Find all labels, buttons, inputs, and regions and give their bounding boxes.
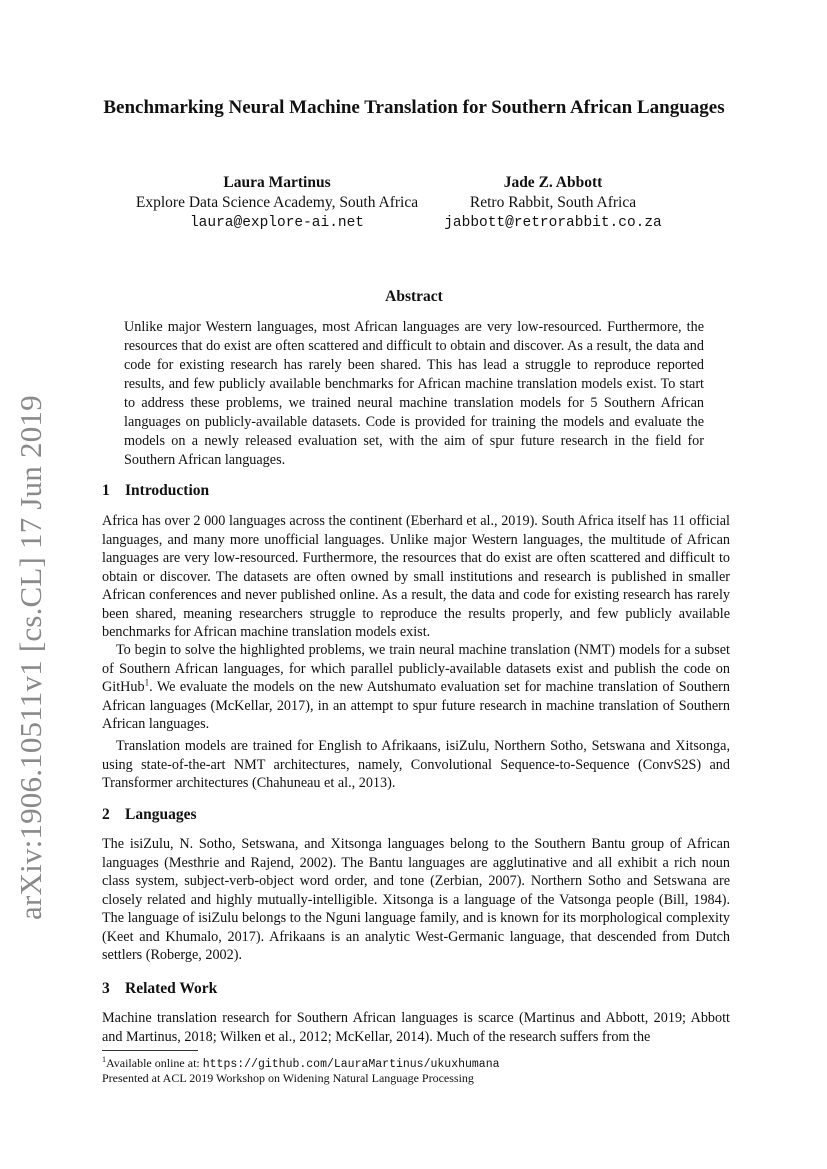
author-email: laura@explore-ai.net <box>189 215 365 231</box>
footnote-mark: 1 <box>102 1055 106 1064</box>
section-number: 1 <box>102 482 110 499</box>
section-number: 2 <box>102 806 110 823</box>
paper-title: Benchmarking Neural Machine Translation for Southern African Languages <box>103 97 725 118</box>
section-heading-introduction <box>102 482 209 500</box>
intro-paragraph-2-text-a: To begin to solve the highlighted problems, we train neural machine translation (NMT) models for a subset of Southern African languages, for which parallel publicly-available datasets exist and publish the code on GitHub <box>102 642 730 695</box>
languages-paragraph-1: The isiZulu, N. Sotho, Setswana, and Xitsonga languages belong to the Southern Bantu group of African languages (Mesthrie and Rajend, 2002). The Bantu languages are agglutinative and all exhibit a rich noun class system, subject-verb-object word order, and tone (Zerbian, 2007). Northern Sotho and Setswana are closely related and highly mutually-intelligible. Xitsonga is a language of the Vatsonga people (Bill, 1984). The language of isiZulu belongs to the Nguni language family, and is known for its morphological complexity (Keet and Khumalo, 2017). Afrikaans is an analytic West-Germanic language, that descended from Dutch settlers (Roberge, 2002). <box>102 836 730 963</box>
author-block-2 <box>428 173 678 233</box>
venue-note: Presented at ACL 2019 Workshop on Widening Natural Language Processing <box>102 1071 474 1085</box>
section-title: Languages <box>125 806 197 823</box>
author-email: jabbott@retrorabbit.co.za <box>444 215 662 231</box>
author-name: Laura Martinus <box>223 174 331 191</box>
footnote-label: Available online at: <box>106 1056 203 1070</box>
author-block-1 <box>112 173 442 233</box>
related-work-paragraph-1: Machine translation research for Southern African languages is scarce (Martinus and Abbott, 2019; Abbott and Martinus, 2018; Wilken et al., 2012; McKellar, 2014). Much of the research suffers from the <box>102 1010 730 1045</box>
footnote-divider <box>102 1050 198 1051</box>
intro-paragraph-3: Translation models are trained for English to Afrikaans, isiZulu, Northern Sotho, Setswana and Xitsonga, using state-of-the-art NMT architectures, namely, Convolutional Sequence-to-Sequence (ConvS2S) and Transformer architectures (Chahuneau et al., 2013). <box>102 738 730 791</box>
intro-paragraph-2-text-b: . We evaluate the models on the new Autshumato evaluation set for machine translation of Southern African languages (McKellar, 2017), in an attempt to spur future research in machine translation of Southern African languages. <box>102 679 730 732</box>
author-affiliation: Explore Data Science Academy, South Africa <box>135 194 419 211</box>
section-heading-languages <box>102 806 197 824</box>
footnote-reference: 1 <box>144 677 150 688</box>
section-number: 3 <box>102 980 110 997</box>
abstract-heading: Abstract <box>385 288 443 305</box>
footnote <box>102 1056 730 1072</box>
arxiv-identifier: arXiv:1906.10511v1 [cs.CL] 17 Jun 2019 <box>13 395 48 920</box>
section-heading-related-work <box>102 980 217 998</box>
section-title: Related Work <box>125 980 218 997</box>
intro-paragraph-1: Africa has over 2 000 languages across the continent (Eberhard et al., 2019). South Africa itself has 11 official languages, and many more unofficial languages. Unlike major Western languages, the multitude of African languages are very low-resourced. Furthermore, the resources that do exist are often scattered and difficult to obtain or discover. The datasets are often owned by small institutions and research is published in smaller African conferences and never published online. As a result, the data and code for existing research has rarely been shared, meaning researchers struggle to reproduce the results properly, and few publicly available benchmarks for African machine translation models exist. <box>102 513 730 640</box>
author-name: Jade Z. Abbott <box>503 174 603 191</box>
intro-paragraph-2 <box>102 641 730 734</box>
footnote-url[interactable]: https://github.com/LauraMartinus/ukuxhumana <box>202 1058 500 1071</box>
abstract-text: Unlike major Western languages, most African languages are very low-resourced. Furthermore, the resources that do exist are often scattered and difficult to obtain and discover. As a result, the data and code for existing research has rarely been shared. This has lead a struggle to reproduce reported results, and few publicly available benchmarks for African machine translation models exist. To start to address these problems, we trained neural machine translation models for 5 Southern African languages on publicly-available datasets. Code is provided for training the models and evaluate the models on a newly released evaluation set, with the aim of spur future research in the field for Southern African languages. <box>124 319 704 468</box>
author-affiliation: Retro Rabbit, South Africa <box>469 194 637 211</box>
section-title: Introduction <box>125 482 210 499</box>
